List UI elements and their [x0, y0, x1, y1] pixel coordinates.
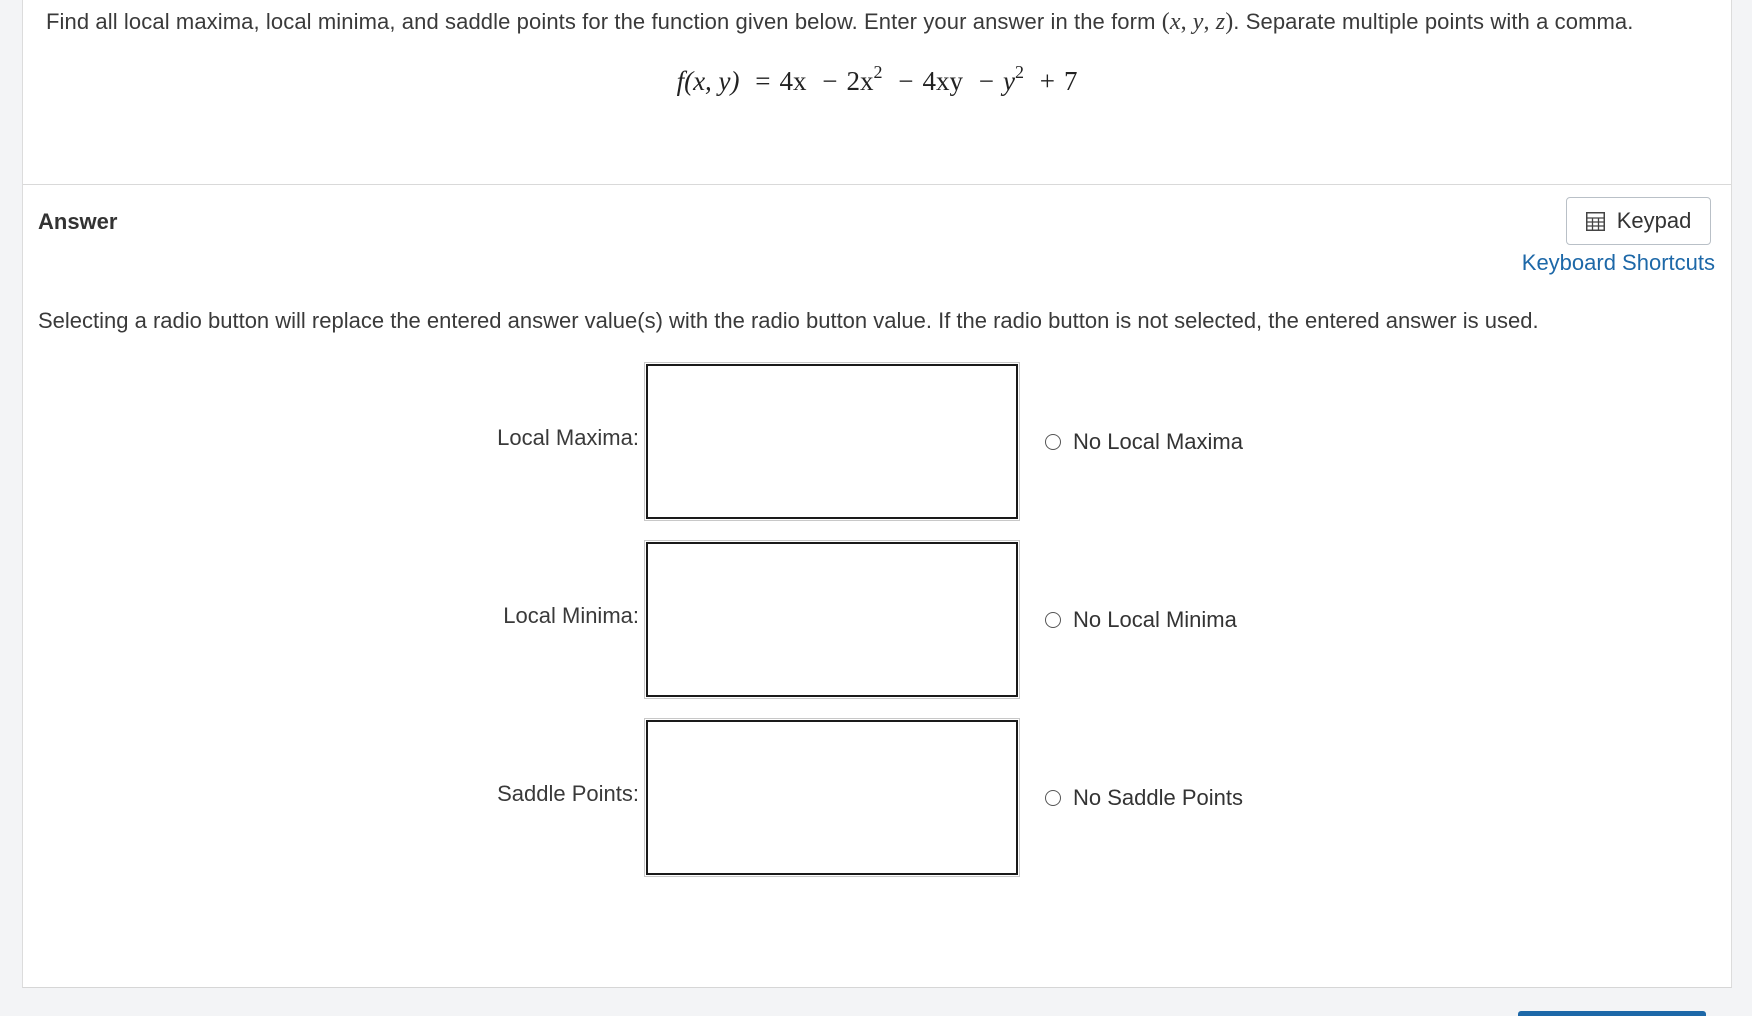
calculator-icon — [1586, 212, 1605, 231]
local-minima-label: Local Minima: — [503, 603, 639, 628]
question-card — [22, 0, 1732, 988]
local-minima-input[interactable] — [646, 542, 1018, 697]
saddle-points-label: Saddle Points: — [497, 781, 639, 806]
submit-button[interactable] — [1518, 1011, 1706, 1016]
no-local-maxima-label: No Local Maxima — [1073, 429, 1243, 454]
keypad-button[interactable] — [1566, 197, 1711, 245]
no-saddle-points-label: No Saddle Points — [1073, 785, 1243, 810]
radio-unchecked-icon[interactable] — [1045, 612, 1061, 628]
answer-heading: Answer — [38, 209, 118, 234]
no-local-maxima-radio[interactable] — [1045, 429, 1243, 455]
keypad-label: Keypad — [1616, 208, 1692, 233]
no-saddle-points-radio[interactable] — [1045, 785, 1243, 811]
radio-unchecked-icon[interactable] — [1045, 790, 1061, 806]
question-text — [46, 9, 1633, 36]
section-divider — [23, 184, 1731, 185]
local-maxima-label: Local Maxima: — [497, 425, 639, 450]
question-prefix: Find all local maxima, local minima, and saddle points for the function given below. Enter your answer in the form — [46, 9, 1156, 34]
radio-unchecked-icon[interactable] — [1045, 434, 1061, 450]
no-local-minima-label: No Local Minima — [1073, 607, 1237, 632]
local-maxima-input[interactable] — [646, 364, 1018, 519]
function-formula: f(x, $y) = 4x - 2x^2 - 4xy - y^2 + 7$ — [676, 62, 1078, 96]
question-suffix: . Separate multiple points with a comma. — [1233, 9, 1634, 34]
saddle-points-input[interactable] — [646, 720, 1018, 875]
keyboard-shortcuts-link[interactable]: Keyboard Shortcuts — [1521, 250, 1715, 275]
no-local-minima-radio[interactable] — [1045, 607, 1237, 633]
answer-form-notation: (x, y, z) — [1161, 9, 1234, 35]
radio-instruction: Selecting a radio button will replace the entered answer value(s) with the radio button value. If the radio button is not selected, the entered answer is used. — [38, 308, 1539, 333]
